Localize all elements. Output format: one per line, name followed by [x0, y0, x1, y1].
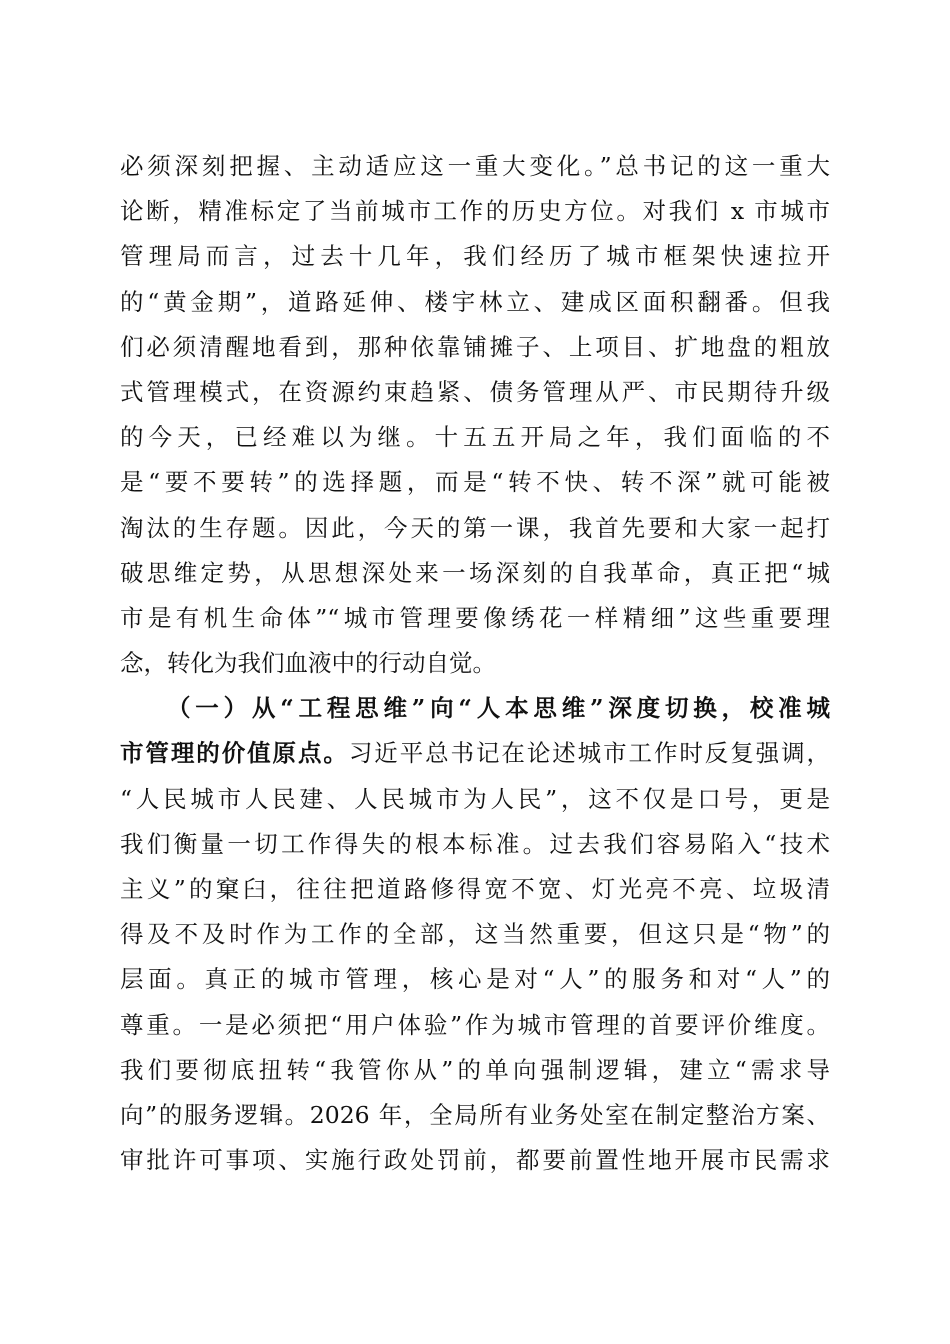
text-line: 市是有机生命体”“城市管理要像绣花一样精细”这些重要理 [120, 603, 830, 632]
text-line: 得及不及时作为工作的全部，这当然重要，但这只是“物”的 [120, 920, 830, 949]
text-line: 式管理模式，在资源约束趋紧、债务管理从严、市民期待升级 [120, 377, 830, 406]
text-line: 主义”的窠臼，往往把道路修得宽不宽、灯光亮不亮、垃圾清 [120, 875, 830, 903]
document-body [120, 144, 830, 1183]
text-line: 层面。真正的城市管理，核心是对“人”的服务和对“人”的 [120, 965, 830, 994]
section-heading: （一）从“工程思维”向“人本思维”深度切换，校准城 [167, 694, 830, 723]
paragraph-section-one [120, 686, 830, 1183]
text-line: 论断，精准标定了当前城市工作的历史方位。对我们 x 市城市 [120, 197, 830, 226]
text-line: 必须深刻把握、主动适应这一重大变化。”总书记的这一重大 [120, 152, 830, 180]
text-line: “人民城市人民建、人民城市为人民”，这不仅是口号，更是 [120, 784, 830, 813]
text-line: 我们衡量一切工作得失的根本标准。过去我们容易陷入“技术 [120, 829, 830, 858]
text-line: 的今天，已经难以为继。十五五开局之年，我们面临的不 [120, 423, 830, 452]
text-line: 我们要彻底扭转“我管你从”的单向强制逻辑，建立“需求导 [120, 1055, 830, 1084]
text-line: 向”的服务逻辑。2026 年，全局所有业务处室在制定整治方案、 [120, 1100, 830, 1129]
paragraph-intro [120, 144, 830, 686]
text-line: 管理局而言，过去十几年，我们经历了城市框架快速拉开 [120, 242, 830, 271]
text-line: 的“黄金期”，道路延伸、楼宇林立、建成区面积翻番。但我 [120, 287, 830, 316]
section-heading-continued: 市管理的价值原点。 [120, 739, 349, 768]
text-line: 破思维定势，从思想深处来一场深刻的自我革命，真正把“城 [120, 558, 830, 587]
text-line: 审批许可事项、实施行政处罚前，都要前置性地开展市民需求 [120, 1146, 830, 1175]
text-line: 尊重。一是必须把“用户体验”作为城市管理的首要评价维度。 [120, 1010, 830, 1039]
text-line: 们必须清醒地看到，那种依靠铺摊子、上项目、扩地盘的粗放 [120, 332, 830, 361]
text-line [120, 731, 830, 776]
text-span: 习近平总书记在论述城市工作时反复强调， [348, 739, 830, 768]
text-line: 淘汰的生存题。因此，今天的第一课，我首先要和大家一起打 [120, 513, 830, 542]
text-line: 念，转化为我们血液中的行动自觉。 [120, 649, 496, 678]
text-line: 是“要不要转”的选择题，而是“转不快、转不深”就可能被 [120, 468, 830, 497]
